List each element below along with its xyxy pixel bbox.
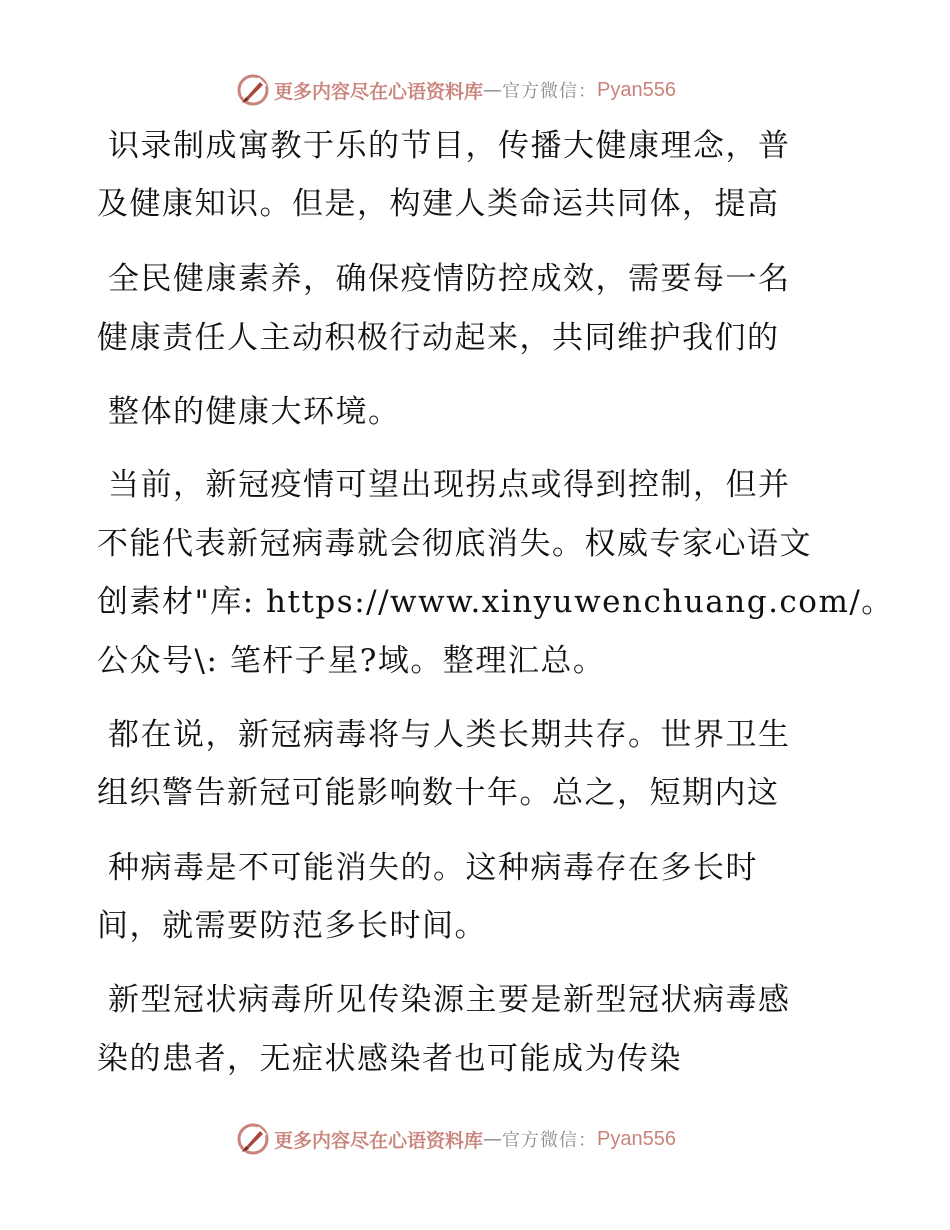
text-line: 染的患者，无症状感染者也可能成为传染: [97, 1041, 682, 1077]
text-line: 识录制成寓教于乐的节目，传播大健康理念，普: [108, 128, 791, 164]
quill-pen-logo-icon: [236, 73, 270, 107]
text-line: 整体的健康大环境。: [108, 394, 401, 430]
quill-pen-logo-icon: [236, 1122, 270, 1156]
text-line: 组织警告新冠可能影响数十年。总之，短期内这: [97, 775, 780, 811]
banner-wechat-id: Pyan556: [597, 78, 676, 101]
banner-main-text: 更多内容尽在心语资料库: [274, 1129, 484, 1152]
banner-subtext: 官方微信：: [502, 81, 598, 102]
text-line: 种病毒是不可能消失的。这种病毒存在多长时: [108, 850, 758, 886]
banner-subtext: 官方微信：: [502, 1130, 598, 1151]
text-line: 不能代表新冠病毒就会彻底消失。权威专家心语文: [97, 526, 812, 562]
text-line: 健康责任人主动积极行动起来，共同维护我们的: [97, 320, 780, 356]
text-line: 创素材"库: https://www.xinyuwenchuang.com/。: [97, 584, 894, 620]
text-line: 间，就需要防范多长时间。: [97, 908, 487, 944]
text-line: 当前，新冠疫情可望出现拐点或得到控制，但并: [108, 467, 791, 503]
banner-dash: —: [483, 1128, 503, 1150]
header-banner: [236, 72, 756, 108]
text-line: 及健康知识。但是，构建人类命运共同体，提高: [97, 186, 780, 222]
banner-main-text: 更多内容尽在心语资料库: [274, 80, 484, 103]
banner-wechat-id: Pyan556: [597, 1127, 676, 1150]
text-line: 公众号\: 笔杆子星?域。整理汇总。: [97, 643, 606, 679]
footer-banner: [236, 1121, 756, 1157]
text-line: 新型冠状病毒所见传染源主要是新型冠状病毒感: [108, 982, 791, 1018]
text-line: 都在说，新冠病毒将与人类长期共存。世界卫生: [108, 717, 791, 753]
text-line: 全民健康素养，确保疫情防控成效，需要每一名: [108, 261, 791, 297]
banner-dash: —: [483, 79, 503, 101]
